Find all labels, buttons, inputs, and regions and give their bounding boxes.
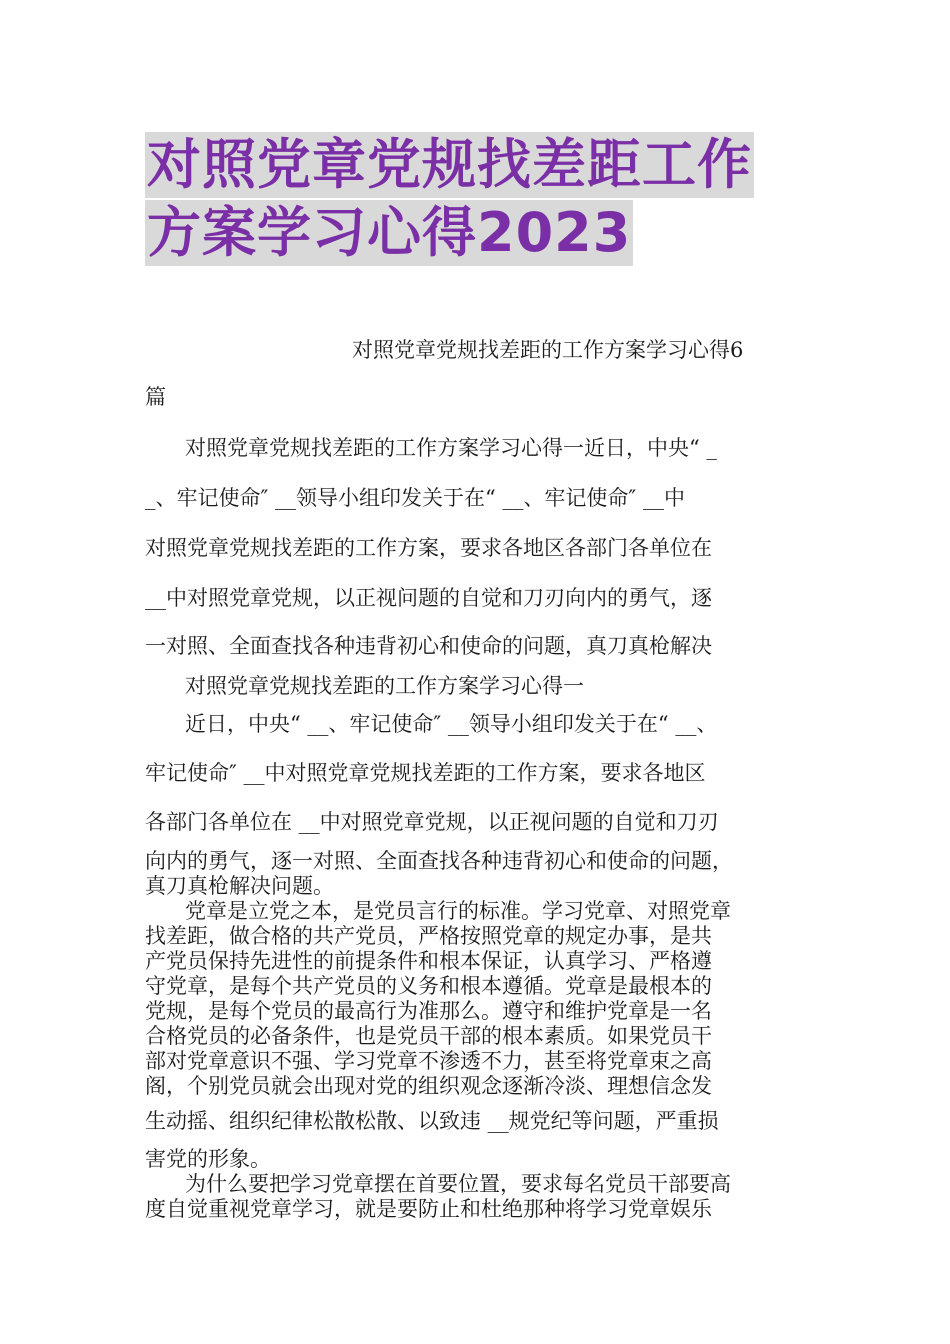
paragraph-line: 对照党章党规找差距的工作方案，要求各地区各部门各单位在	[145, 536, 712, 560]
paragraph-line: 各部门各单位在 __中对照党章党规，以正视问题的自觉和刀刃	[145, 810, 719, 834]
subtitle-line: 篇	[145, 385, 166, 409]
document-title-line-1: 对照党章党规找差距工作	[147, 133, 752, 196]
paragraph-line: 党章是立党之本，是党员言行的标准。学习党章、对照党章	[185, 899, 731, 923]
paragraph-line: 害党的形象。	[145, 1147, 271, 1171]
section-heading: 对照党章党规找差距的工作方案学习心得一	[185, 674, 584, 698]
paragraph-line: 为什么要把学习党章摆在首要位置，要求每名党员干部要高	[185, 1172, 731, 1196]
paragraph-line: 产党员保持先进性的前提条件和根本保证，认真学习、严格遵	[145, 949, 712, 973]
paragraph-line: _、牢记使命″ __领导小组印发关于在“ __、牢记使命″ __中	[145, 486, 685, 510]
document-title-line-2: 方案学习心得2023	[147, 201, 632, 264]
paragraph-line: 合格党员的必备条件，也是党员干部的根本素质。如果党员干	[145, 1024, 712, 1048]
paragraph-line: 真刀真枪解决问题。	[145, 874, 334, 898]
paragraph-line: 度自觉重视党章学习，就是要防止和杜绝那种将学习党章娱乐	[145, 1197, 712, 1221]
paragraph-line: 找差距，做合格的共产党员，严格按照党章的规定办事，是共	[145, 924, 712, 948]
paragraph-line: 牢记使命″ __中对照党章党规找差距的工作方案，要求各地区	[145, 761, 706, 785]
paragraph-line: 党规，是每个党员的最高行为准那么。遵守和维护党章是一名	[145, 999, 712, 1023]
subtitle-line: 对照党章党规找差距的工作方案学习心得6	[352, 338, 744, 362]
paragraph-line: 对照党章党规找差距的工作方案学习心得一近日，中央“ _	[185, 436, 717, 460]
paragraph-line: __中对照党章党规，以正视问题的自觉和刀刃向内的勇气，逐	[145, 586, 712, 610]
paragraph-line: 向内的勇气，逐一对照、全面查找各种违背初心和使命的问题，	[145, 849, 733, 873]
paragraph-line: 阁，个别党员就会出现对党的组织观念逐渐冷淡、理想信念发	[145, 1074, 712, 1098]
paragraph-line: 部对党章意识不强、学习党章不渗透不力，甚至将党章束之高	[145, 1049, 712, 1073]
paragraph-line: 近日，中央“ __、牢记使命″ __领导小组印发关于在“ __、	[185, 712, 718, 736]
paragraph-line: 生动摇、组织纪律松散松散、以致违 __规党纪等问题，严重损	[145, 1109, 719, 1133]
paragraph-line: 守党章，是每个共产党员的义务和根本遵循。党章是最根本的	[145, 974, 712, 998]
paragraph-line: 一对照、全面查找各种违背初心和使命的问题，真刀真枪解决	[145, 634, 712, 658]
